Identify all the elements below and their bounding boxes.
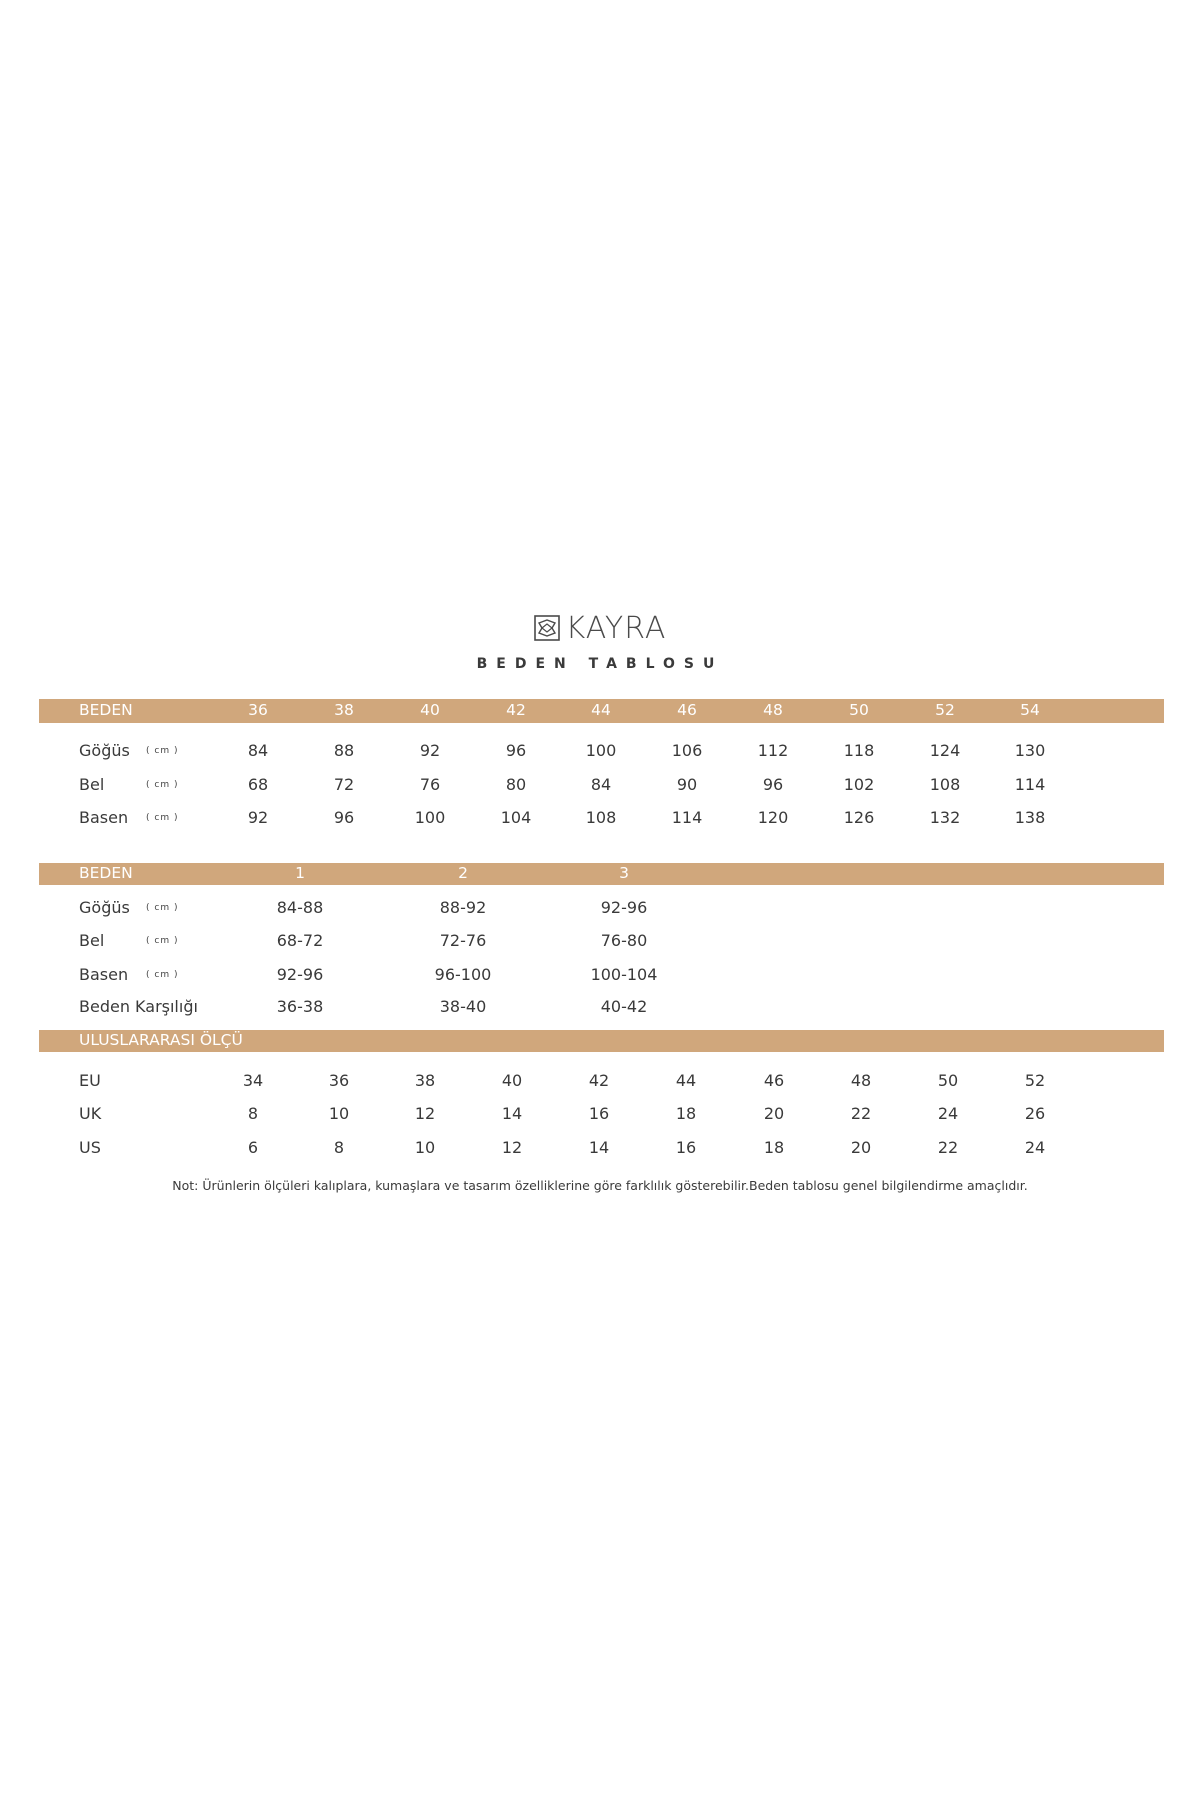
table3-cell: 26 [1024, 1104, 1046, 1123]
table2-cell: 92-96 [600, 898, 648, 917]
disclaimer-note: Not: Ürünlerin ölçüleri kalıplara, kumaşlara ve tasarım özelliklerine göre farklılık gösterebilir.Beden tablosu genel bilgilendirme amaçlıdır. [172, 1178, 1028, 1193]
table2-cell: 40-42 [600, 997, 648, 1016]
table2-cell: 88-92 [439, 898, 487, 917]
table3-cell: 22 [850, 1104, 872, 1123]
table3-cell: 12 [501, 1138, 523, 1157]
table1-cell: 102 [843, 775, 875, 794]
table1-row-label: Basen [79, 808, 129, 827]
table2-cell: 38-40 [439, 997, 487, 1016]
table1-size-header: 54 [1020, 701, 1040, 719]
table3-row-label: US [79, 1138, 101, 1157]
table1-cell: 96 [505, 741, 527, 760]
unit-label: ( cm ) [146, 746, 179, 756]
table1-cell: 76 [419, 775, 441, 794]
table1-size-header: 50 [849, 701, 869, 719]
table3-cell: 20 [850, 1138, 872, 1157]
table1-cell: 138 [1014, 808, 1046, 827]
table1-row-label: Göğüs [79, 741, 130, 760]
table3-cell: 10 [328, 1104, 350, 1123]
page-title: BEDEN TABLOSU [476, 656, 724, 672]
table1-cell: 118 [843, 741, 875, 760]
brand-logo-icon [534, 615, 560, 641]
table1-cell: 130 [1014, 741, 1046, 760]
table2-size-header: 1 [295, 864, 305, 882]
table3-cell: 34 [242, 1071, 264, 1090]
table3-cell: 46 [763, 1071, 785, 1090]
table1-size-header: 52 [935, 701, 955, 719]
table3-cell: 8 [333, 1138, 345, 1157]
table1-cell: 84 [247, 741, 269, 760]
table3-cell: 8 [247, 1104, 259, 1123]
table1-cell: 72 [333, 775, 355, 794]
table3-cell: 6 [247, 1138, 259, 1157]
table2-cell: 92-96 [276, 965, 324, 984]
table3-row-label: EU [79, 1071, 101, 1090]
table1-cell: 68 [247, 775, 269, 794]
table1-header-band [39, 699, 1164, 723]
table3-cell: 16 [675, 1138, 697, 1157]
table3-cell: 14 [588, 1138, 610, 1157]
table2-cell: 68-72 [276, 931, 324, 950]
table3-cell: 44 [675, 1071, 697, 1090]
table3-cell: 14 [501, 1104, 523, 1123]
table1-cell: 114 [671, 808, 703, 827]
table1-size-header: 40 [420, 701, 440, 719]
table1-cell: 84 [590, 775, 612, 794]
table1-size-header: 46 [677, 701, 697, 719]
table1-size-header: 44 [591, 701, 611, 719]
table2-cell: 36-38 [276, 997, 324, 1016]
table2-row-label: Basen [79, 965, 129, 984]
table2-cell: 84-88 [276, 898, 324, 917]
table1-cell: 114 [1014, 775, 1046, 794]
table2-row-label: Beden Karşılığı [79, 997, 198, 1016]
table3-cell: 18 [763, 1138, 785, 1157]
table1-cell: 120 [757, 808, 789, 827]
table2-header-label: BEDEN [79, 864, 133, 882]
table1-cell: 108 [585, 808, 617, 827]
table3-cell: 48 [850, 1071, 872, 1090]
table3-cell: 20 [763, 1104, 785, 1123]
table3-cell: 12 [414, 1104, 436, 1123]
table3-cell: 18 [675, 1104, 697, 1123]
table2-row-label: Bel [79, 931, 105, 950]
table1-cell: 126 [843, 808, 875, 827]
table3-cell: 38 [414, 1071, 436, 1090]
table3-header-label: ULUSLARARASI ÖLÇÜ [79, 1031, 243, 1049]
unit-label: ( cm ) [146, 813, 179, 823]
brand-logo [0, 608, 1200, 648]
table1-cell: 112 [757, 741, 789, 760]
table3-cell: 24 [937, 1104, 959, 1123]
unit-label: ( cm ) [146, 903, 179, 913]
table1-cell: 132 [929, 808, 961, 827]
table1-size-header: 42 [506, 701, 526, 719]
table3-cell: 22 [937, 1138, 959, 1157]
table1-cell: 100 [414, 808, 446, 827]
table2-size-header: 2 [458, 864, 468, 882]
table2-cell: 96-100 [434, 965, 492, 984]
table1-cell: 104 [500, 808, 532, 827]
table1-row-label: Bel [79, 775, 105, 794]
unit-label: ( cm ) [146, 780, 179, 790]
table1-cell: 92 [247, 808, 269, 827]
table1-cell: 108 [929, 775, 961, 794]
table3-header-band [39, 1030, 1164, 1052]
table2-row-label: Göğüs [79, 898, 130, 917]
brand-name: KAYRA [565, 610, 667, 646]
table1-cell: 88 [333, 741, 355, 760]
table2-cell: 72-76 [439, 931, 487, 950]
table1-cell: 124 [929, 741, 961, 760]
table3-cell: 40 [501, 1071, 523, 1090]
table2-size-header: 3 [619, 864, 629, 882]
table3-cell: 10 [414, 1138, 436, 1157]
table1-size-header: 36 [248, 701, 268, 719]
table2-cell: 100-104 [590, 965, 658, 984]
table3-cell: 52 [1024, 1071, 1046, 1090]
table3-cell: 42 [588, 1071, 610, 1090]
table2-header-band [39, 863, 1164, 885]
unit-label: ( cm ) [146, 936, 179, 946]
table3-row-label: UK [79, 1104, 102, 1123]
table1-cell: 80 [505, 775, 527, 794]
table1-cell: 96 [333, 808, 355, 827]
table1-cell: 100 [585, 741, 617, 760]
table1-cell: 106 [671, 741, 703, 760]
table2-cell: 76-80 [600, 931, 648, 950]
unit-label: ( cm ) [146, 970, 179, 980]
table3-cell: 16 [588, 1104, 610, 1123]
table1-header-label: BEDEN [79, 701, 133, 719]
table3-cell: 36 [328, 1071, 350, 1090]
table3-cell: 50 [937, 1071, 959, 1090]
table1-size-header: 38 [334, 701, 354, 719]
table1-cell: 96 [762, 775, 784, 794]
table1-size-header: 48 [763, 701, 783, 719]
table1-cell: 92 [419, 741, 441, 760]
table3-cell: 24 [1024, 1138, 1046, 1157]
table1-cell: 90 [676, 775, 698, 794]
